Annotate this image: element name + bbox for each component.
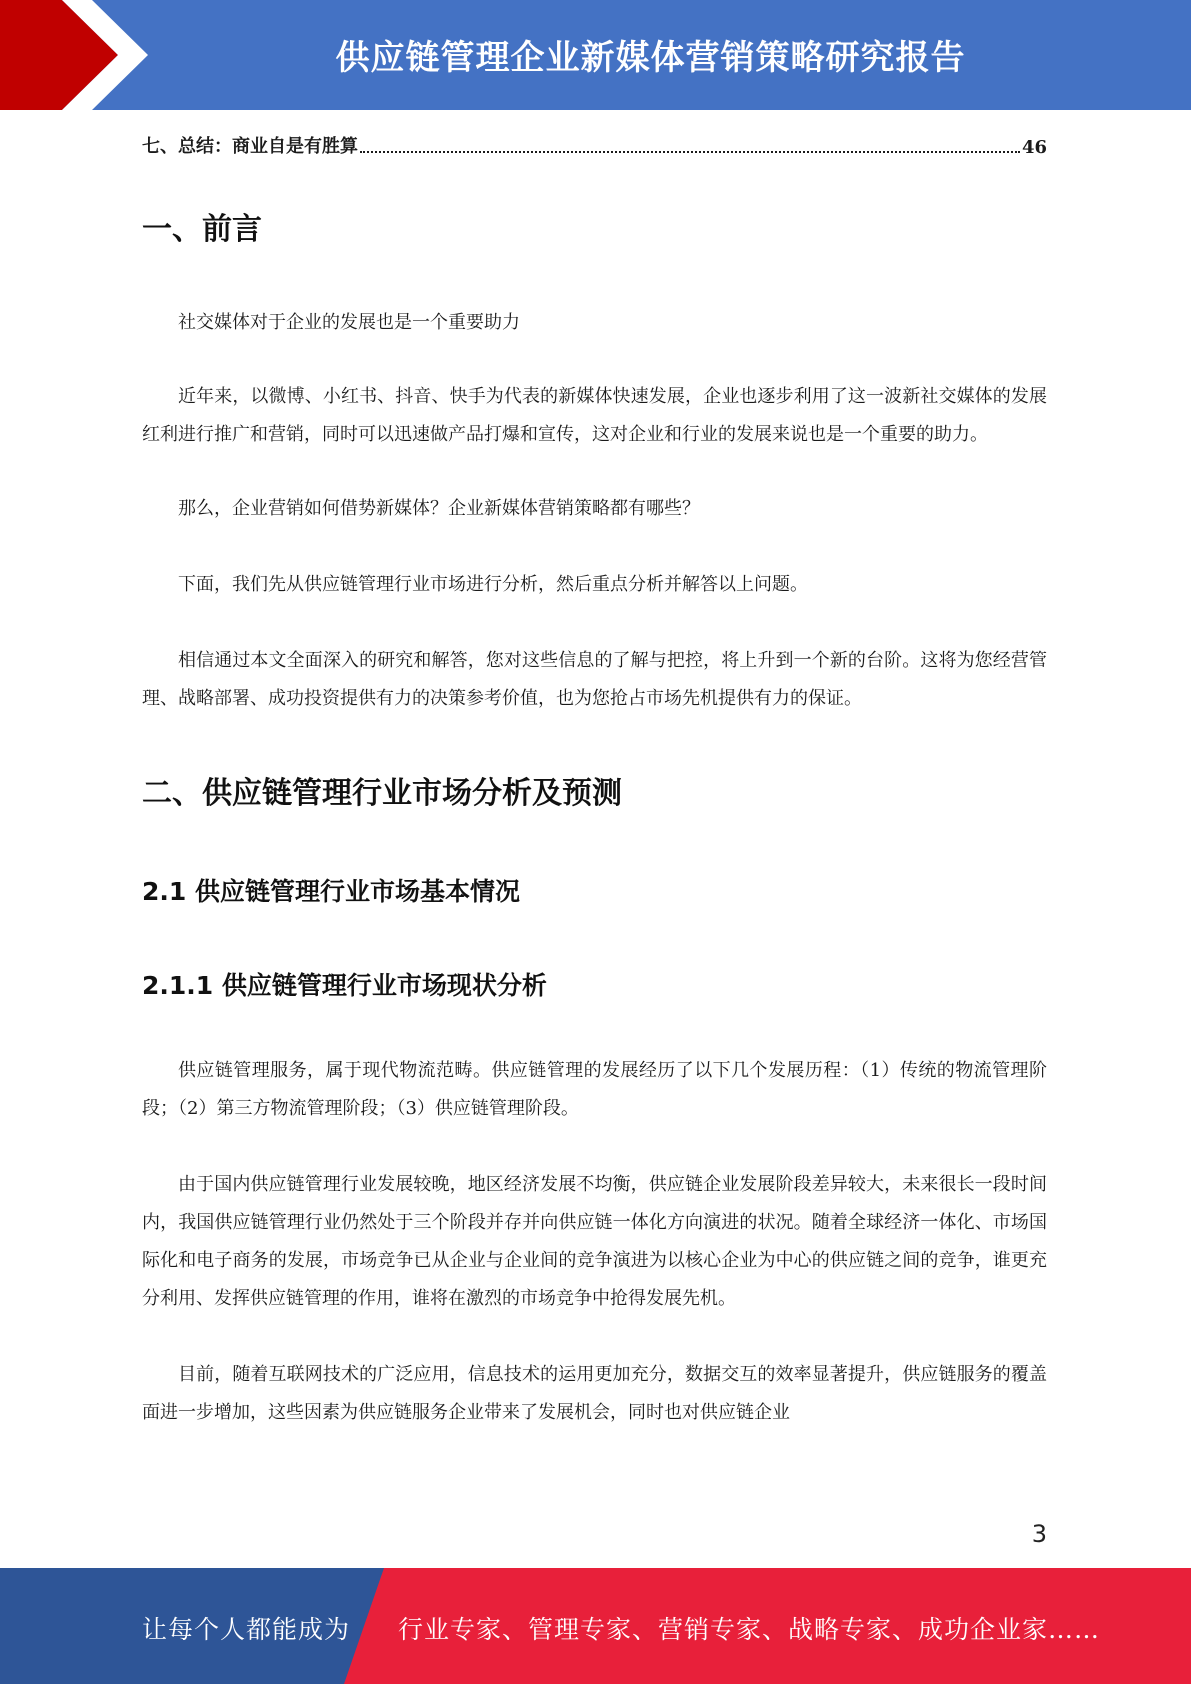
- footer-slogan-left: 让每个人都能成为: [142, 1615, 351, 1644]
- paragraph: 由于国内供应链管理行业发展较晚，地区经济发展不均衡，供应链企业发展阶段差异较大，未来很长一段时间内，我国供应链管理行业仍然处于三个阶段并存并向供应链一体化方向演进的状况。随着全球经济一体化、市场国际化和电子商务的发展，市场竞争已从企业与企业间的竞争演进为以核心企业为中心的供应链之间的竞争，谁更充分利用、发挥供应链管理的作用，谁将在激烈的市场竞争中抢得发展先机。: [142, 1174, 1047, 1309]
- section-heading-preface: 一、前言: [142, 212, 262, 247]
- paragraph: 那么，企业营销如何借势新媒体？企业新媒体营销策略都有哪些？: [178, 498, 700, 519]
- page-footer: [0, 1568, 1191, 1684]
- paragraph: 近年来，以微博、小红书、抖音、快手为代表的新媒体快速发展，企业也逐步利用了这一波新社交媒体的发展红利进行推广和营销，同时可以迅速做产品打爆和宣传，这对企业和行业的发展来说也是一个重要的助力。: [142, 386, 1047, 445]
- page-content: [142, 118, 1047, 1432]
- toc-leader-dots: [360, 151, 1020, 153]
- section-heading-market-analysis: 二、供应链管理行业市场分析及预测: [142, 776, 622, 811]
- page-number: 3: [1031, 1520, 1047, 1548]
- page-header: [0, 0, 1191, 110]
- paragraph: 目前，随着互联网技术的广泛应用，信息技术的运用更加充分，数据交互的效率显著提升，供应链服务的覆盖面进一步增加，这些因素为供应链服务企业带来了发展机会，同时也对供应链企业: [142, 1364, 1047, 1423]
- footer-slogan-right: 行业专家、管理专家、营销专家、战略专家、成功企业家……: [398, 1615, 1101, 1644]
- subsection-heading: 2.1 供应链管理行业市场基本情况: [142, 877, 520, 906]
- paragraph: 下面，我们先从供应链管理行业市场进行分析，然后重点分析并解答以上问题。: [178, 574, 808, 595]
- toc-entry[interactable]: [142, 132, 1047, 158]
- report-title: 供应链管理企业新媒体营销策略研究报告: [335, 38, 966, 78]
- toc-entry-page: 46: [1021, 137, 1047, 158]
- subsubsection-heading: 2.1.1 供应链管理行业市场现状分析: [142, 971, 547, 1000]
- paragraph: 社交媒体对于企业的发展也是一个重要助力: [178, 312, 520, 333]
- paragraph: 相信通过本文全面深入的研究和解答，您对这些信息的了解与把控，将上升到一个新的台阶。这将为您经营管理、战略部署、成功投资提供有力的决策参考价值，也为您抢占市场先机提供有力的保证。: [142, 650, 1047, 709]
- paragraph: 供应链管理服务，属于现代物流范畴。供应链管理的发展经历了以下几个发展历程：（1）传统的物流管理阶段；（2）第三方物流管理阶段；（3）供应链管理阶段。: [142, 1060, 1047, 1119]
- toc-entry-label: 七、总结：商业自是有胜算: [142, 136, 358, 157]
